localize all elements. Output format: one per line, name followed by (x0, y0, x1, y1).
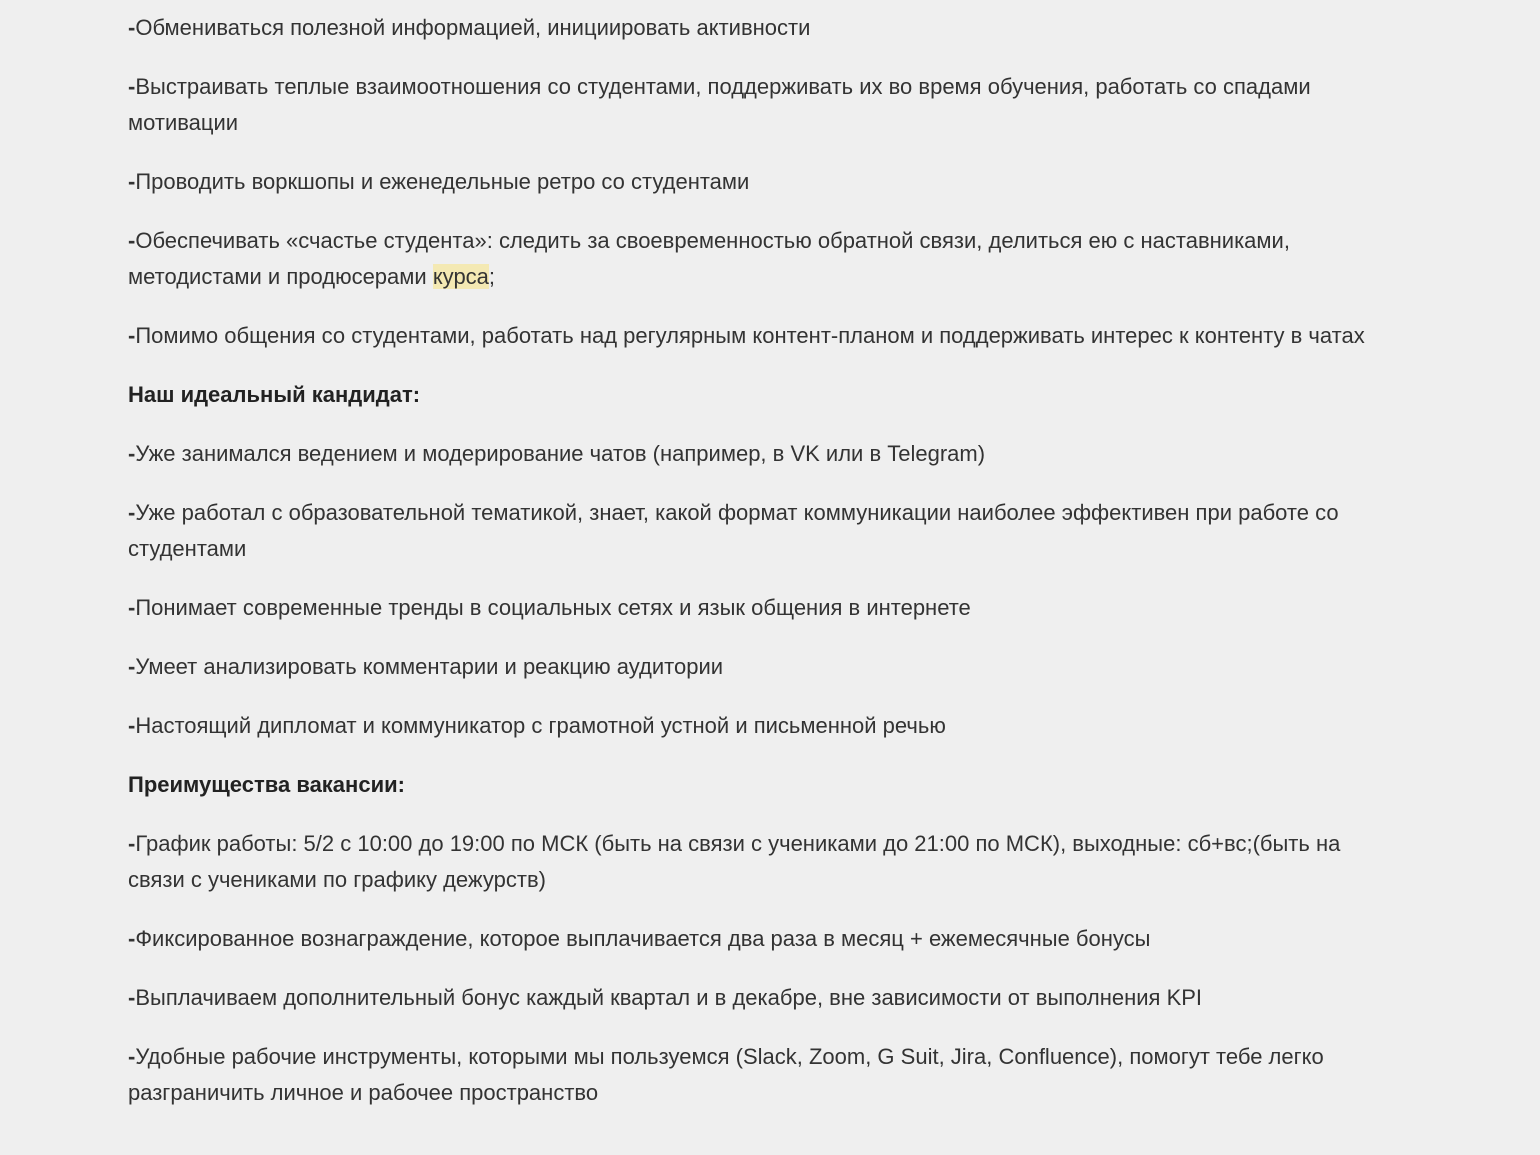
duty-text: Проводить воркшопы и еженедельные ретро со студентами (135, 169, 750, 194)
candidate-text: Уже занимался ведением и модерирование чатов (например, в VK или в Telegram) (135, 441, 986, 466)
benefit-item (128, 826, 1373, 898)
bullet-dash: - (128, 926, 136, 951)
duty-item (128, 318, 1373, 354)
candidate-text: Умеет анализировать комментарии и реакцию аудитории (135, 654, 724, 679)
benefit-item (128, 1039, 1373, 1111)
duty-item (128, 223, 1373, 295)
duty-text: Обеспечивать «счастье студента»: следить за своевременностью обратной связи, делиться ею с наставниками, методистами и продюсерами (128, 228, 1290, 289)
benefit-text: Удобные рабочие инструменты, которыми мы пользуемся (Slack, Zoom, G Suit, Jira, Confluence), помогут тебе легко разграничить личное и рабочее пространство (128, 1044, 1324, 1105)
bullet-dash: - (128, 985, 136, 1010)
bullet-dash: - (128, 169, 136, 194)
duty-item (128, 164, 1373, 200)
benefit-text: График работы: 5/2 с 10:00 до 19:00 по МСК (быть на связи с учениками до 21:00 по МСК), выходные: сб+вс;(быть на связи с учениками по графику дежурств) (128, 831, 1341, 892)
benefit-item (128, 980, 1373, 1016)
highlighted-word: курса (432, 264, 489, 289)
benefits-heading: Преимущества вакансии: (128, 772, 405, 797)
bullet-dash: - (128, 831, 136, 856)
candidate-text: Понимает современные тренды в социальных сетях и язык общения в интернете (135, 595, 971, 620)
bullet-dash: - (128, 15, 136, 40)
bullet-dash: - (128, 713, 136, 738)
bullet-dash: - (128, 228, 136, 253)
candidate-item (128, 649, 1373, 685)
candidate-heading: Наш идеальный кандидат: (128, 382, 421, 407)
benefit-text: Выплачиваем дополнительный бонус каждый квартал и в декабре, вне зависимости от выполнения KPI (135, 985, 1203, 1010)
duty-item (128, 69, 1373, 141)
candidate-item (128, 590, 1373, 626)
candidate-item (128, 708, 1373, 744)
bullet-dash: - (128, 323, 136, 348)
bullet-dash: - (128, 654, 136, 679)
candidate-text: Уже работал с образовательной тематикой, знает, какой формат коммуникации наиболее эффективен при работе со студентами (128, 500, 1339, 561)
candidate-item (128, 495, 1373, 567)
duty-text: Выстраивать теплые взаимоотношения со студентами, поддерживать их во время обучения, работать со спадами мотивации (128, 74, 1311, 135)
bullet-dash: - (128, 595, 136, 620)
candidate-item (128, 436, 1373, 472)
bullet-dash: - (128, 500, 136, 525)
duty-text: Обмениваться полезной информацией, инициировать активности (135, 15, 811, 40)
duty-text: Помимо общения со студентами, работать над регулярным контент-планом и поддерживать интерес к контенту в чатах (135, 323, 1365, 348)
benefit-text: Фиксированное вознаграждение, которое выплачивается два раза в месяц + ежемесячные бонусы (135, 926, 1151, 951)
candidate-text: Настоящий дипломат и коммуникатор с грамотной устной и письменной речью (135, 713, 946, 738)
bullet-dash: - (128, 441, 136, 466)
duty-item (128, 10, 1373, 46)
vacancy-text (128, 10, 1373, 1134)
bullet-dash: - (128, 74, 136, 99)
benefit-item (128, 921, 1373, 957)
duty-text-end: ; (488, 264, 496, 289)
bullet-dash: - (128, 1044, 136, 1069)
